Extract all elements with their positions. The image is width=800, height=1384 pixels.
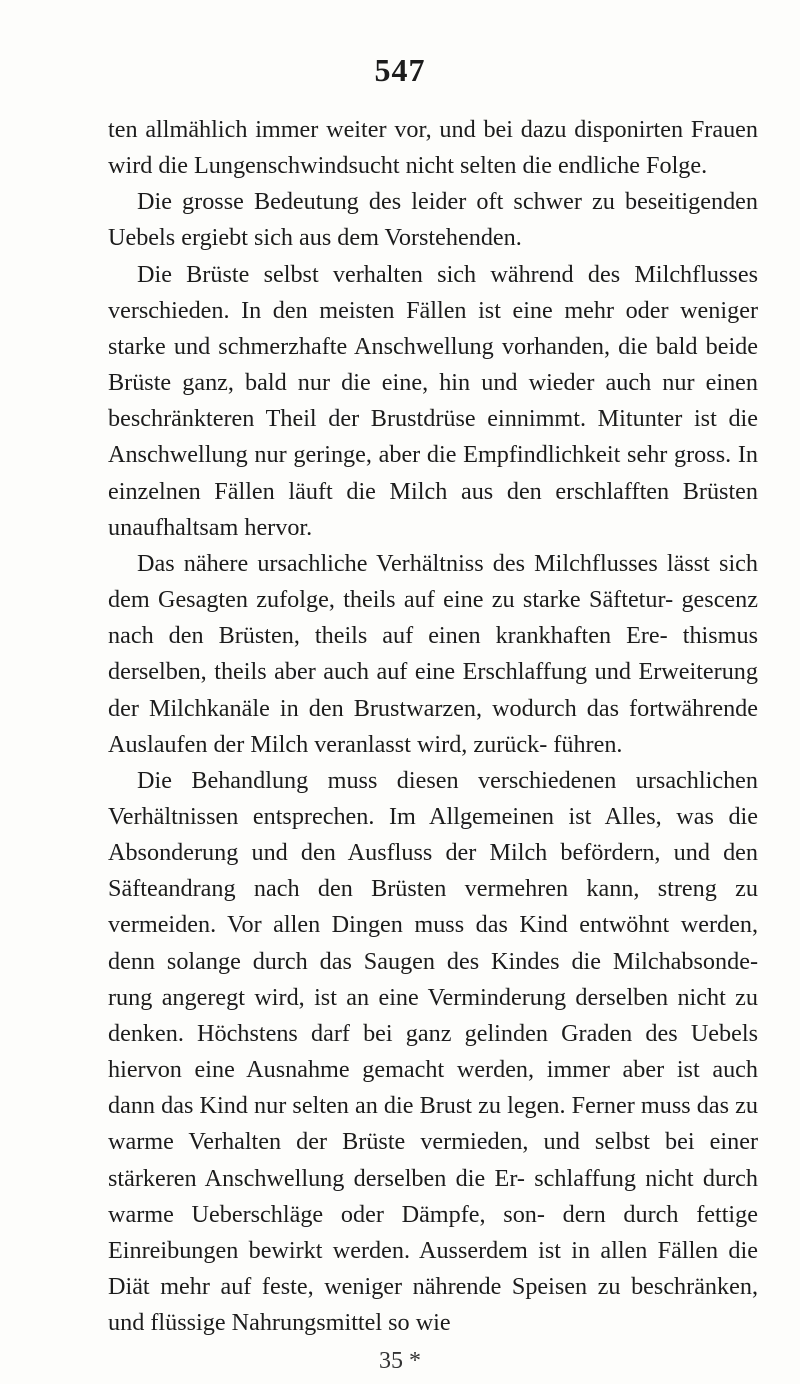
paragraph: Das nähere ursachliche Verhältniss des Milchflusses lässt sich dem Gesagten zufolge, theils auf eine zu starke Säftetur- gescenz nach den Brüsten, theils auf einen krankhaften Ere- thismus derselben, theils aber auch auf eine Erschlaffung und Erweiterung der Milchkanäle in den Brustwarzen, wodurch das fortwährende Auslaufen der Milch veranlasst wird, zurück- führen.	[108, 549, 758, 758]
body-text	[108, 112, 758, 1341]
paragraph: Die Brüste selbst verhalten sich während des Milchflusses verschieden. In den meisten Fällen ist eine mehr oder weniger starke und schmerzhafte Anschwellung vorhanden, die bald beide Brüste ganz, bald nur die eine, hin und wieder auch nur einen beschränkteren Theil der Brustdrüse einnimmt. Mitunter ist die Anschwellung nur geringe, aber die Empfindlichkeit sehr gross. In einzelnen Fällen läuft die Milch aus den erschlafften Brüsten unaufhaltsam hervor.	[108, 260, 758, 541]
signature-mark: 35 *	[379, 1348, 421, 1374]
paragraph: Die grosse Bedeutung des leider oft schwer zu beseitigenden Uebels ergiebt sich aus dem Vorstehenden.	[108, 188, 758, 252]
paragraph: Die Behandlung muss diesen verschiedenen ursachlichen Verhältnissen entsprechen. Im Allgemeinen ist Alles, was die Absonderung und den Ausfluss der Milch befördern, und den Säfteandrang nach den Brüsten vermehren kann, streng zu vermeiden. Vor allen Dingen muss das Kind entwöhnt werden, denn solange durch das Saugen des Kindes die Milchabsonde- rung angeregt wird, ist an eine Verminderung derselben nicht zu denken. Höchstens darf bei ganz gelinden Graden des Uebels hiervon eine Ausnahme gemacht werden, immer aber ist auch dann das Kind nur selten an die Brust zu legen. Ferner muss das zu warme Verhalten der Brüste vermieden, und selbst bei einer stärkeren Anschwellung derselben die Er- schlaffung nicht durch warme Ueberschläge oder Dämpfe, son- dern durch fettige Einreibungen bewirkt werden. Ausserdem ist in allen Fällen die Diät mehr auf feste, weniger nährende Speisen zu beschränken, und flüssige Nahrungsmittel so wie	[108, 766, 758, 1337]
page-number: 547	[374, 52, 426, 88]
paragraph: ten allmählich immer weiter vor, und bei dazu disponirten Frauen wird die Lungenschwindsucht nicht selten die endliche Folge.	[108, 116, 758, 180]
